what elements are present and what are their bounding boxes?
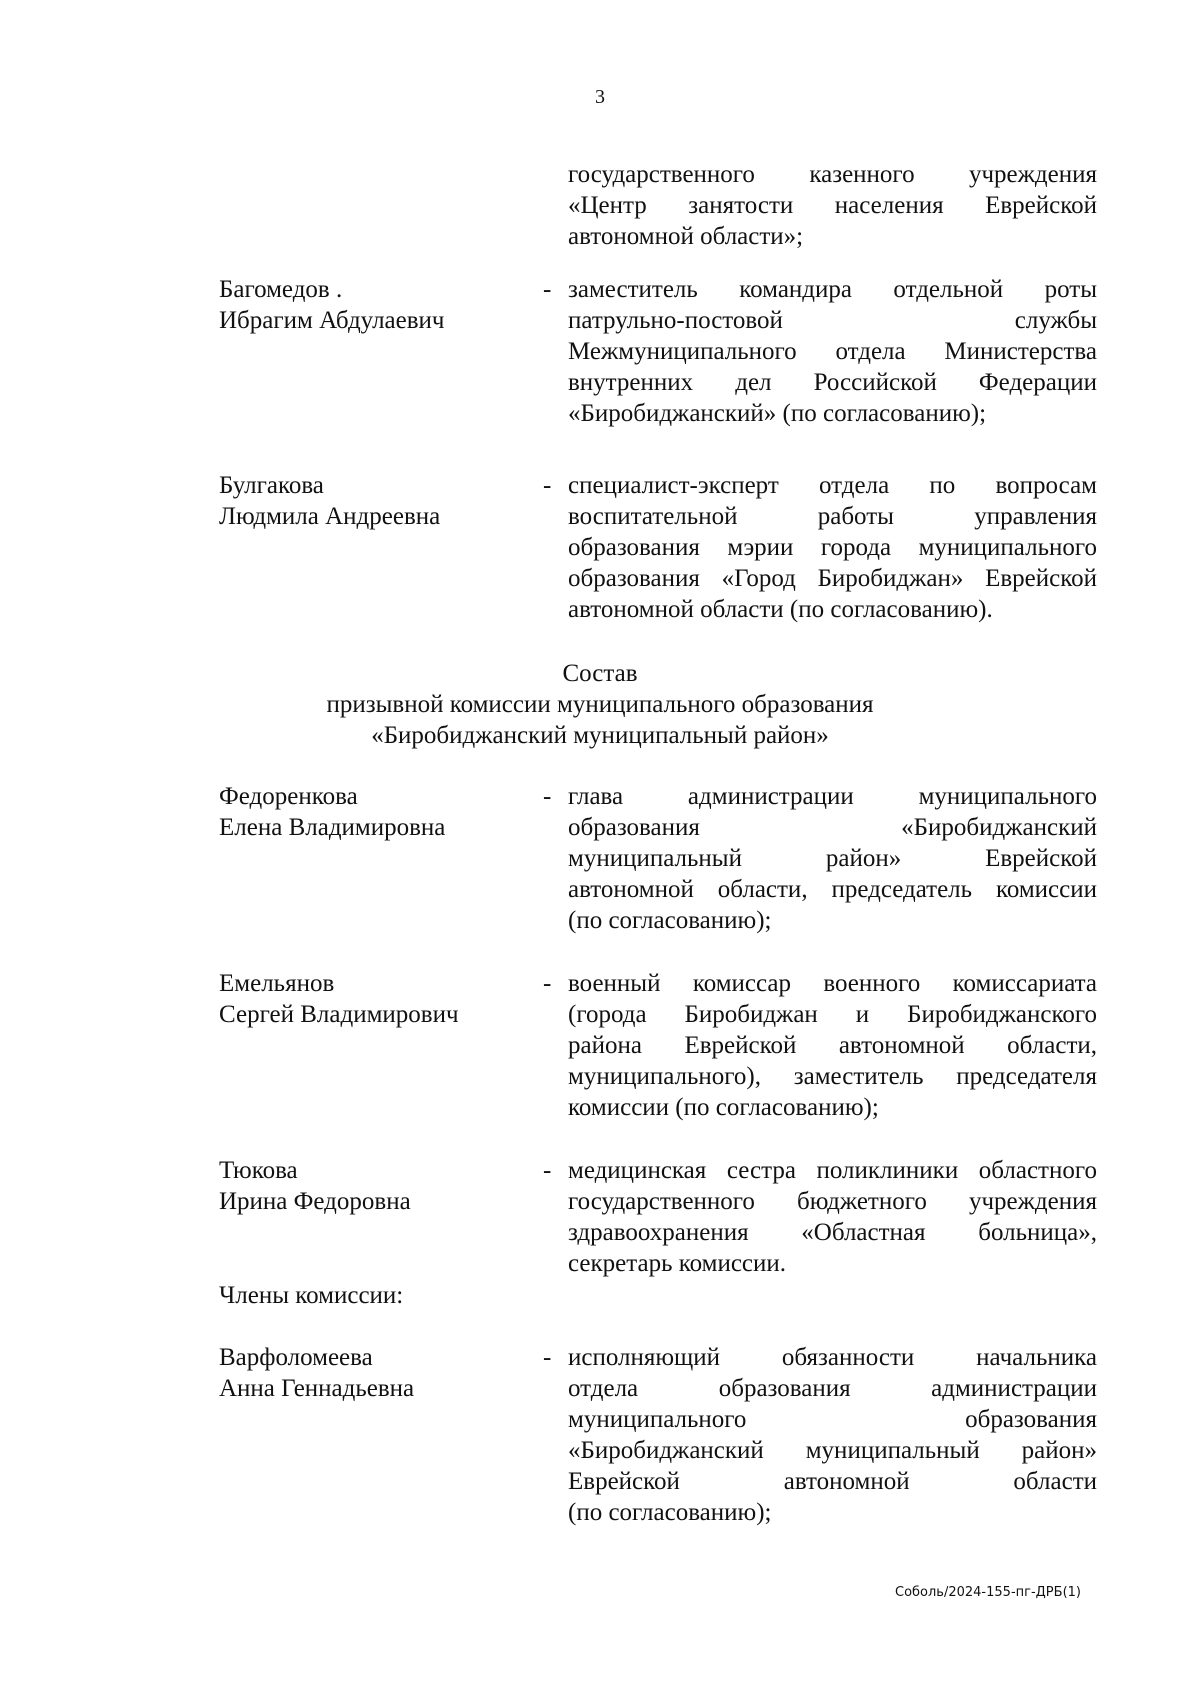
position-line: автономной области, председатель комиссии [568, 876, 1097, 903]
given-names: Сергей Владимирович [219, 1001, 459, 1028]
given-names: Ибрагим Абдулаевич [219, 307, 445, 334]
position-line: образования мэрии города муниципального [568, 534, 1097, 561]
member-name [219, 968, 519, 1030]
heading-subtitle: «Биробиджанский муниципальный район» [371, 722, 829, 749]
position-line: муниципального образования [568, 1406, 1097, 1433]
member-position [568, 1342, 1097, 1528]
position-line: патрульно-постовой службы [568, 307, 1097, 334]
surname: Федоренкова [219, 783, 358, 810]
position-line: муниципальный район» Еврейской [568, 845, 1097, 872]
member-position [568, 781, 1097, 936]
intro-line: государственного казенного учреждения [568, 161, 1097, 188]
member-name [219, 274, 519, 336]
dash-separator: - [543, 276, 552, 303]
position-line: государственного бюджетного учреждения [568, 1188, 1097, 1215]
dash-separator: - [543, 1344, 552, 1371]
member-name [219, 781, 519, 843]
dash-separator: - [543, 970, 552, 997]
position-line: муниципального), заместитель председателя [568, 1063, 1097, 1090]
given-names: Елена Владимировна [219, 814, 446, 841]
position-line: автономной области (по согласованию). [568, 596, 993, 623]
page-number: 3 [595, 86, 605, 108]
position-line: глава администрации муниципального [568, 783, 1097, 810]
heading-title: Состав [562, 660, 638, 687]
position-line: «Биробиджанский» (по согласованию); [568, 400, 987, 427]
position-line: специалист-эксперт отдела по вопросам [568, 472, 1097, 499]
position-line: исполняющий обязанности начальника [568, 1344, 1097, 1371]
member-position [568, 470, 1097, 625]
section-heading [0, 658, 1200, 751]
position-line: образования «Город Биробиджан» Еврейской [568, 565, 1097, 592]
document-code: Соболь/2024-155-пг-ДРБ(1) [895, 1585, 1081, 1600]
intro-line: «Центр занятости населения Еврейской [568, 192, 1097, 219]
position-line: «Биробиджанский муниципальный район» [568, 1437, 1097, 1464]
position-line: Еврейской автономной области [568, 1468, 1097, 1495]
position-line: здравоохранения «Областная больница», [568, 1219, 1097, 1246]
member-name [219, 470, 519, 532]
position-line: района Еврейской автономной области, [568, 1032, 1097, 1059]
member-name [219, 1342, 519, 1404]
member-name [219, 1155, 519, 1217]
given-names: Людмила Андреевна [219, 503, 441, 530]
position-line: воспитательной работы управления [568, 503, 1097, 530]
surname: Емельянов [219, 970, 335, 997]
intro-continuation [568, 159, 1097, 252]
position-line: военный комиссар военного комиссариата [568, 970, 1097, 997]
position-line: Межмуниципального отдела Министерства [568, 338, 1097, 365]
position-line: медицинская сестра поликлиники областного [568, 1157, 1097, 1184]
intro-line: автономной области»; [568, 223, 804, 250]
position-line: внутренних дел Российской Федерации [568, 369, 1097, 396]
member-position [568, 274, 1097, 429]
position-line: (города Биробиджан и Биробиджанского [568, 1001, 1097, 1028]
dash-separator: - [543, 472, 552, 499]
position-line: (по согласованию); [568, 1499, 772, 1526]
position-line: секретарь комиссии. [568, 1250, 787, 1277]
surname: Багомедов . [219, 276, 343, 303]
given-names: Ирина Федоровна [219, 1188, 411, 1215]
given-names: Анна Геннадьевна [219, 1375, 415, 1402]
member-position [568, 968, 1097, 1123]
surname: Булгакова [219, 472, 324, 499]
position-line: комиссии (по согласованию); [568, 1094, 879, 1121]
position-line: образования «Биробиджанский [568, 814, 1097, 841]
member-position [568, 1155, 1097, 1279]
members-label: Члены комиссии: [219, 1282, 404, 1309]
surname: Варфоломеева [219, 1344, 373, 1371]
surname: Тюкова [219, 1157, 298, 1184]
dash-separator: - [543, 1157, 552, 1184]
dash-separator: - [543, 783, 552, 810]
position-line: отдела образования администрации [568, 1375, 1097, 1402]
heading-subtitle: призывной комиссии муниципального образования [326, 691, 874, 718]
position-line: (по согласованию); [568, 907, 772, 934]
position-line: заместитель командира отдельной роты [568, 276, 1097, 303]
